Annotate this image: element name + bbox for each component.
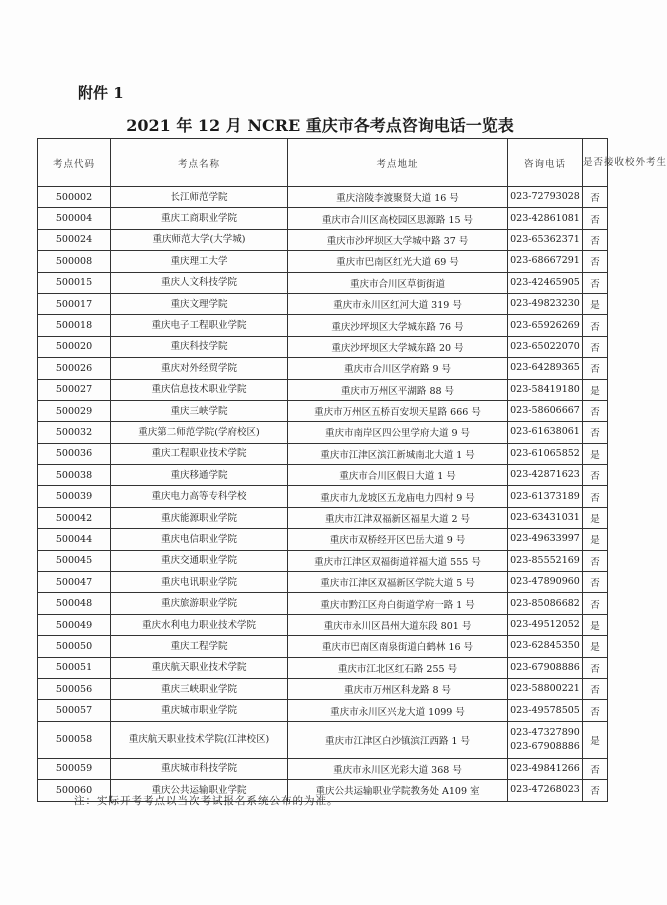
cell-address: 重庆市双桥经开区巴岳大道 9 号	[288, 529, 508, 550]
cell-code: 500032	[38, 422, 111, 443]
cell-external: 否	[583, 208, 608, 229]
cell-code: 500056	[38, 678, 111, 699]
cell-phone: 023-65926269	[508, 315, 583, 336]
cell-phone: 023-62845350	[508, 636, 583, 657]
cell-code: 500048	[38, 593, 111, 614]
cell-code: 500024	[38, 229, 111, 250]
table-row	[38, 272, 608, 293]
cell-name: 重庆城市职业学院	[111, 700, 288, 721]
cell-phone: 023-49841266	[508, 758, 583, 779]
table-row	[38, 529, 608, 550]
table-row	[38, 614, 608, 635]
cell-external: 否	[583, 272, 608, 293]
cell-address: 重庆市巴南区南泉街道白鹤林 16 号	[288, 636, 508, 657]
table-row	[38, 758, 608, 779]
cell-code: 500051	[38, 657, 111, 678]
cell-external: 否	[583, 187, 608, 208]
cell-name: 重庆电讯职业学院	[111, 572, 288, 593]
cell-external: 否	[583, 758, 608, 779]
cell-address: 重庆市江津区双福新区学院大道 5 号	[288, 572, 508, 593]
cell-phone: 023-47327890 023-67908886	[508, 721, 583, 758]
cell-external: 否	[583, 358, 608, 379]
cell-name: 重庆工程职业技术学院	[111, 443, 288, 464]
table-row	[38, 251, 608, 272]
cell-phone: 023-67908886	[508, 657, 583, 678]
cell-address: 重庆市永川区兴龙大道 1099 号	[288, 700, 508, 721]
cell-phone: 023-85086682	[508, 593, 583, 614]
cell-name: 重庆人文科技学院	[111, 272, 288, 293]
cell-name: 重庆师范大学(大学城)	[111, 229, 288, 250]
cell-name: 长江师范学院	[111, 187, 288, 208]
cell-external: 否	[583, 550, 608, 571]
table-row	[38, 700, 608, 721]
header-name: 考点名称	[111, 139, 288, 187]
cell-external: 否	[583, 422, 608, 443]
table-row	[38, 315, 608, 336]
cell-address: 重庆市江津区白沙镇滨江西路 1 号	[288, 721, 508, 758]
cell-code: 500050	[38, 636, 111, 657]
cell-external: 否	[583, 657, 608, 678]
cell-name: 重庆工程学院	[111, 636, 288, 657]
cell-code: 500015	[38, 272, 111, 293]
table-row	[38, 721, 608, 758]
cell-phone: 023-64289365	[508, 358, 583, 379]
cell-phone: 023-58606667	[508, 400, 583, 421]
cell-address: 重庆市合川区学府路 9 号	[288, 358, 508, 379]
cell-address: 重庆涪陵李渡聚贤大道 16 号	[288, 187, 508, 208]
cell-external: 是	[583, 614, 608, 635]
cell-phone: 023-72793028	[508, 187, 583, 208]
cell-external: 否	[583, 400, 608, 421]
table-row	[38, 422, 608, 443]
cell-name: 重庆第二师范学院(学府校区)	[111, 422, 288, 443]
cell-external: 是	[583, 443, 608, 464]
cell-code: 500017	[38, 293, 111, 314]
table-row	[38, 486, 608, 507]
header-code: 考点代码	[38, 139, 111, 187]
cell-external: 否	[583, 336, 608, 357]
cell-external: 否	[583, 486, 608, 507]
cell-address: 重庆市江津区双福街道祥福大道 555 号	[288, 550, 508, 571]
cell-address: 重庆市万州区科龙路 8 号	[288, 678, 508, 699]
cell-code: 500027	[38, 379, 111, 400]
cell-code: 500002	[38, 187, 111, 208]
cell-external: 是	[583, 529, 608, 550]
cell-address: 重庆公共运输职业学院教务处 A109 室	[288, 780, 508, 801]
cell-code: 500008	[38, 251, 111, 272]
cell-name: 重庆工商职业学院	[111, 208, 288, 229]
header-address: 考点地址	[288, 139, 508, 187]
cell-address: 重庆沙坪坝区大学城东路 76 号	[288, 315, 508, 336]
cell-address: 重庆市江北区红石路 255 号	[288, 657, 508, 678]
cell-name: 重庆航天职业技术学院	[111, 657, 288, 678]
cell-phone: 023-85552169	[508, 550, 583, 571]
table-row	[38, 208, 608, 229]
cell-name: 重庆对外经贸学院	[111, 358, 288, 379]
table-row	[38, 550, 608, 571]
cell-external: 否	[583, 780, 608, 801]
cell-phone: 023-49633997	[508, 529, 583, 550]
cell-phone: 023-49512052	[508, 614, 583, 635]
table-row	[38, 657, 608, 678]
cell-phone: 023-65362371	[508, 229, 583, 250]
table-header-row	[38, 139, 608, 187]
cell-external: 否	[583, 229, 608, 250]
cell-phone: 023-68667291	[508, 251, 583, 272]
cell-address: 重庆沙坪坝区大学城东路 20 号	[288, 336, 508, 357]
cell-address: 重庆市黔江区舟白街道学府一路 1 号	[288, 593, 508, 614]
cell-code: 500057	[38, 700, 111, 721]
cell-code: 500058	[38, 721, 111, 758]
cell-name: 重庆信息技术职业学院	[111, 379, 288, 400]
cell-code: 500018	[38, 315, 111, 336]
cell-name: 重庆电力高等专科学校	[111, 486, 288, 507]
cell-external: 否	[583, 251, 608, 272]
cell-phone: 023-42871623	[508, 465, 583, 486]
cell-name: 重庆科技学院	[111, 336, 288, 357]
cell-address: 重庆市万州区平湖路 88 号	[288, 379, 508, 400]
cell-external: 是	[583, 636, 608, 657]
cell-name: 重庆移通学院	[111, 465, 288, 486]
cell-code: 500038	[38, 465, 111, 486]
cell-address: 重庆市永川区昌州大道东段 801 号	[288, 614, 508, 635]
cell-address: 重庆市南岸区四公里学府大道 9 号	[288, 422, 508, 443]
cell-code: 500004	[38, 208, 111, 229]
cell-phone: 023-58800221	[508, 678, 583, 699]
cell-address: 重庆市万州区五桥百安坝天星路 666 号	[288, 400, 508, 421]
cell-external: 是	[583, 507, 608, 528]
cell-name: 重庆文理学院	[111, 293, 288, 314]
cell-address: 重庆市永川区光彩大道 368 号	[288, 758, 508, 779]
cell-name: 重庆理工大学	[111, 251, 288, 272]
cell-code: 500049	[38, 614, 111, 635]
cell-external: 否	[583, 678, 608, 699]
cell-phone: 023-49823230	[508, 293, 583, 314]
table-row	[38, 358, 608, 379]
cell-external: 否	[583, 315, 608, 336]
header-external: 是否接收校外考生	[583, 139, 608, 187]
cell-address: 重庆市江津区滨江新城南北大道 1 号	[288, 443, 508, 464]
cell-code: 500045	[38, 550, 111, 571]
page-title: 2021 年 12 月 NCRE 重庆市各考点咨询电话一览表	[126, 116, 514, 135]
cell-phone: 023-61638061	[508, 422, 583, 443]
table-row	[38, 678, 608, 699]
cell-address: 重庆市九龙坡区五龙庙电力四村 9 号	[288, 486, 508, 507]
cell-code: 500039	[38, 486, 111, 507]
cell-address: 重庆市合川区草街街道	[288, 272, 508, 293]
cell-phone: 023-47890960	[508, 572, 583, 593]
cell-external: 是	[583, 721, 608, 758]
table-row	[38, 443, 608, 464]
table-row	[38, 187, 608, 208]
cell-external: 是	[583, 293, 608, 314]
cell-name: 重庆城市科技学院	[111, 758, 288, 779]
cell-name: 重庆水利电力职业技术学院	[111, 614, 288, 635]
cell-name: 重庆三峡职业学院	[111, 678, 288, 699]
cell-code: 500029	[38, 400, 111, 421]
cell-external: 否	[583, 593, 608, 614]
table-row	[38, 636, 608, 657]
cell-code: 500042	[38, 507, 111, 528]
table-row	[38, 336, 608, 357]
table-row	[38, 293, 608, 314]
header-phone: 咨询电话	[508, 139, 583, 187]
cell-phone: 023-42861081	[508, 208, 583, 229]
cell-external: 是	[583, 379, 608, 400]
table-row	[38, 593, 608, 614]
table-row	[38, 400, 608, 421]
cell-external: 否	[583, 700, 608, 721]
cell-code: 500020	[38, 336, 111, 357]
table-row	[38, 379, 608, 400]
table-row	[38, 465, 608, 486]
cell-code: 500044	[38, 529, 111, 550]
cell-address: 重庆市合川区高校园区思源路 15 号	[288, 208, 508, 229]
table-row	[38, 229, 608, 250]
cell-code: 500026	[38, 358, 111, 379]
cell-phone: 023-63431031	[508, 507, 583, 528]
cell-phone: 023-47268023	[508, 780, 583, 801]
cell-name: 重庆航天职业技术学院(江津校区)	[111, 721, 288, 758]
table-row	[38, 507, 608, 528]
attachment-label: 附件 1	[78, 84, 124, 102]
cell-code: 500060	[38, 780, 111, 801]
cell-external: 否	[583, 572, 608, 593]
cell-name: 重庆电子工程职业学院	[111, 315, 288, 336]
table-body	[38, 187, 608, 802]
cell-name: 重庆三峡学院	[111, 400, 288, 421]
cell-phone: 023-58419180	[508, 379, 583, 400]
cell-code: 500036	[38, 443, 111, 464]
cell-address: 重庆市沙坪坝区大学城中路 37 号	[288, 229, 508, 250]
cell-name: 重庆旅游职业学院	[111, 593, 288, 614]
cell-name: 重庆电信职业学院	[111, 529, 288, 550]
table-row	[38, 572, 608, 593]
cell-address: 重庆市永川区红河大道 319 号	[288, 293, 508, 314]
cell-address: 重庆市合川区假日大道 1 号	[288, 465, 508, 486]
cell-phone: 023-42465905	[508, 272, 583, 293]
cell-external: 否	[583, 465, 608, 486]
cell-code: 500059	[38, 758, 111, 779]
cell-name: 重庆公共运输职业学院	[111, 780, 288, 801]
cell-address: 重庆市巴南区红光大道 69 号	[288, 251, 508, 272]
cell-address: 重庆市江津双福新区福星大道 2 号	[288, 507, 508, 528]
exam-site-table	[37, 138, 667, 802]
cell-phone: 023-61373189	[508, 486, 583, 507]
cell-phone: 023-49578505	[508, 700, 583, 721]
cell-phone: 023-61065852	[508, 443, 583, 464]
cell-phone: 023-65022070	[508, 336, 583, 357]
cell-name: 重庆交通职业学院	[111, 550, 288, 571]
footnote: 注：实际开考考点以当次考试报名系统公布的为准。	[74, 795, 339, 807]
cell-name: 重庆能源职业学院	[111, 507, 288, 528]
cell-code: 500047	[38, 572, 111, 593]
